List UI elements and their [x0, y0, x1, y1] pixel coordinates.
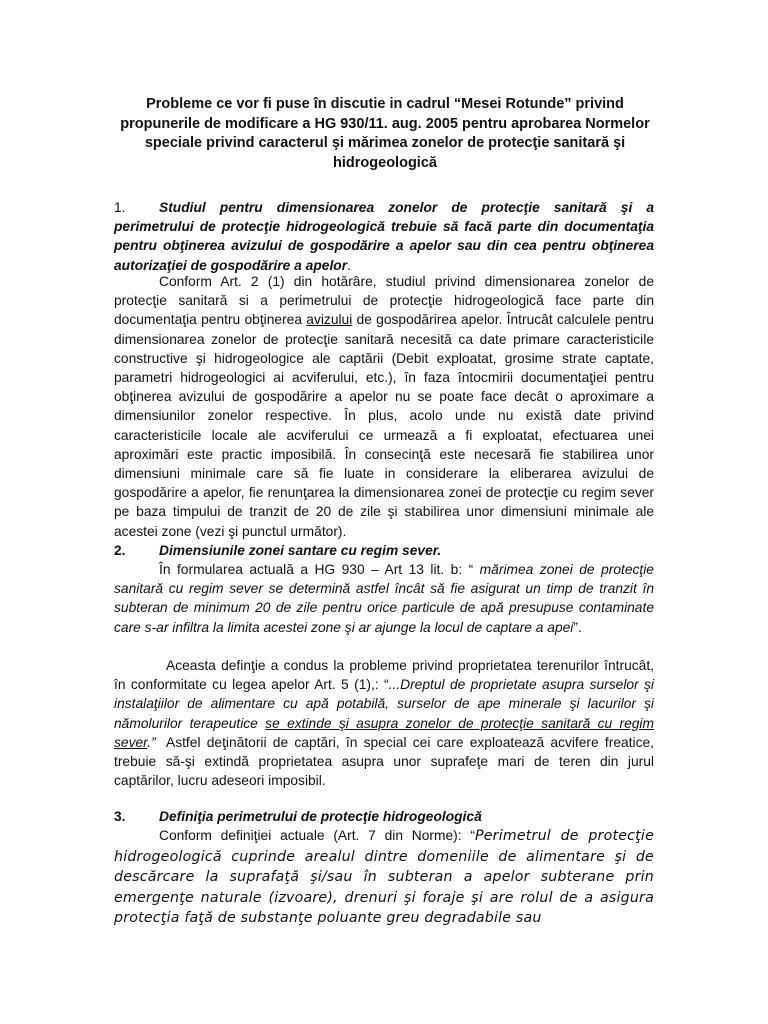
section-2-number: 2. — [114, 543, 126, 558]
section-2-p2-quote: ...Dreptul de proprietate asupra surselor şi instalaţiilor de alimentare cu apă potabilă, surselor de ape minerale şi lacurilor şi nămolurilor terapeutice — [114, 677, 654, 731]
section-3-number: 3. — [114, 809, 126, 824]
section-1-title-end: . — [347, 257, 351, 273]
section-3-heading — [114, 807, 654, 826]
section-3-p1-quote: Perimetrul de protecţie hidrogeologică cuprinde arealul dintre domeniile de alimentare şi de descărcare la suprafaţă şi/sau în subteran a apelor subterane prin emergenţe naturale (izvoare), drenuri şi foraje şi are rolul de a asigura protecţia faţă de substanţe poluante greu degradabile sau — [114, 828, 654, 926]
section-2-p2-text: Aceasta definţie a condus la probleme privind proprietatea terenurilor întrucât, în conformitate cu legea apelor Art. 5 (1),: “ — [114, 658, 654, 693]
section-1-paragraph — [114, 272, 654, 541]
section-3-p1-text: Conform definiţiei actuale (Art. 7 din Norme): “ — [159, 828, 475, 843]
section-2-p1-text: În formularea actuală a HG 930 – Art 13 lit. b: “ — [159, 562, 474, 577]
section-1-title: Studiul pentru dimensionarea zonelor de protecţie sanitară şi a perimetrului de protecţie hidrogeologică trebuie să facă parte din documentaţia pentru obţinerea avizului de gospodărire a apelor sau din cea pentru obţinerea autorizaţiei de gospodărire a apelor — [114, 200, 654, 273]
section-3-title: Definiţia perimetrului de protecţie hidrogeologică — [159, 809, 482, 824]
section-3-paragraph-1 — [114, 826, 654, 929]
section-2-title: Dimensiunile zonei santare cu regim sever. — [159, 543, 442, 558]
section-2-heading — [114, 541, 654, 560]
section-2-paragraph-1 — [114, 560, 654, 637]
section-2-p2-end: .” — [147, 734, 156, 750]
section-1-text-a: Conform Art. 2 (1) din hotărâre, studiul privind dimensionarea zonelor de protecţie sanitară si a perimetrului de protecţie hidrogeologică face parte din documentaţia pentru obţinerea — [114, 274, 654, 328]
section-1-text-b: de gospodărirea apelor. Întrucât calculele pentru dimensionarea zonelor de protecţie sanitară necesită ca date primare caracteristicile constructive şi hidrogeologice ale captării (Debit exploatat, grosime strate captate, parametri hidrogeologici ai acviferului, etc.), în faza întocmirii documentaţiei pentru obţinerea avizului de gospodărire a apelor nu se poate face decât o aproximare a dimensiunilor zonelor respective. În plus, acolo unde nu există date privind caracteristicile locale ale acviferului ce urmează a fi exploatat, efectuarea unei aproximări este practic imposibilă. În consecinţă este necesară fie stabilirea unor dimensiuni minimale care să fie luate in considerare la eliberarea avizului de gospodărire a apelor, fie renunţarea la dimensionarea zonei de protecţie cu regim sever pe baza timpului de tranzit de 20 de zile şi stabilirea unor dimensiuni minimale ale acestei zone (vezi şi punctul următor). — [114, 312, 654, 539]
section-2-p1-end: ”. — [573, 619, 582, 635]
section-1-number: 1. — [114, 200, 126, 215]
section-1-underlined: avizului — [306, 312, 353, 328]
document-title: Probleme ce vor fi puse în discutie in cadrul “Mesei Rotunde” privind propunerile de modificare a HG 930/11. aug. 2005 pentru aprobarea Normelor speciale privind caracterul şi mărimea zonelor de protecţie sanitară şi hidrogeologică — [120, 96, 650, 171]
section-1-heading — [114, 198, 654, 275]
section-2-p2-underlined: se extinde şi asupra zonelor de protecţie sanitară cu regim sever — [114, 715, 654, 750]
section-2-paragraph-3: Astfel deţinătorii de captări, în special cei care exploatează acvifere freatice, trebuie să-şi extindă proprietatea asupra unor suprafeţe mari de teren din jurul captărilor, lucru adeseori imposibil. — [114, 735, 654, 789]
section-2-p1-quote: mărimea zonei de protecţie sanitară cu regim sever se determină astfel încât să fie asigurat un timp de tranzit în subteran de minimum 20 de zile pentru orice particule de apă presupuse contaminate care s-ar infiltra la limita acestei zone şi ar ajunge la locul de captare a apei — [114, 562, 654, 635]
